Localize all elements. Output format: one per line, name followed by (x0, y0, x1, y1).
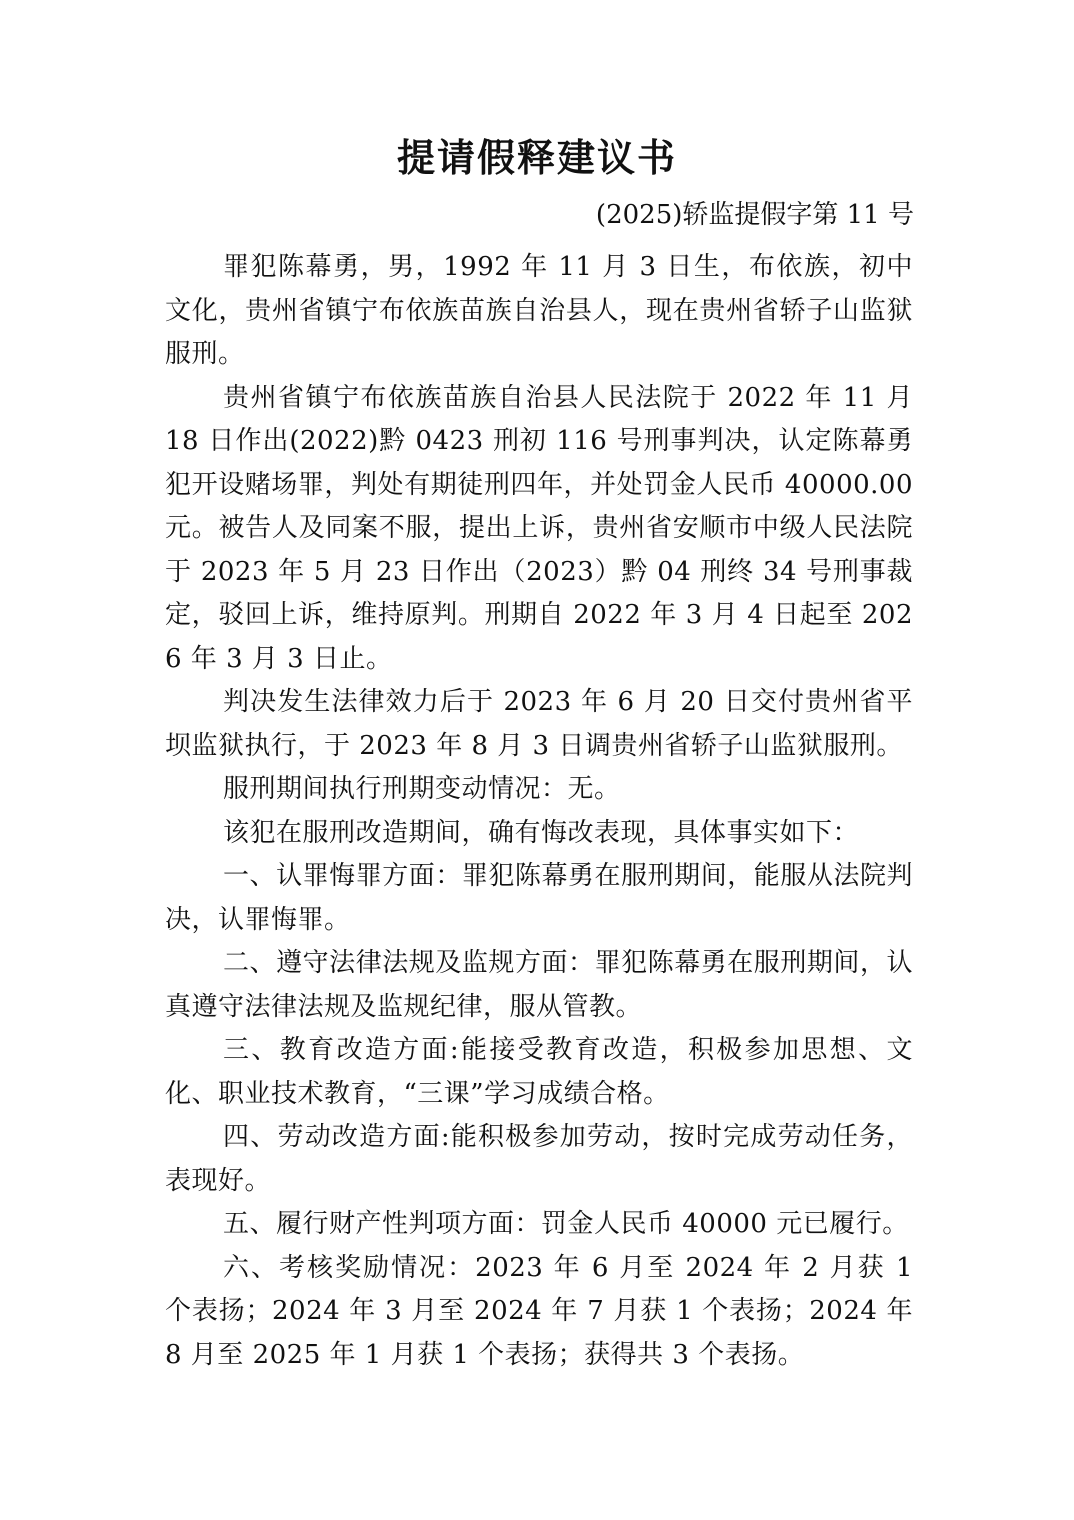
paragraph-item-1-guilt: 一、认罪悔罪方面：罪犯陈幕勇在服刑期间，能服从法院判决，认罪悔罪。 (165, 861, 913, 935)
document-number: (2025)轿监提假字第 11 号 (595, 200, 914, 230)
paragraph-sentence-change: 服刑期间执行刑期变动情况：无。 (223, 774, 621, 804)
paragraph-item-6-rewards: 六、考核奖励情况：2023 年 6 月至 2024 年 2 月获 1 个表扬；2024 年 3 月至 2024 年 7 月获 1 个表扬；2024 年 8 月至 2025 年 1 月获 1 个表扬；获得共 3 个表扬。 (165, 1252, 913, 1370)
paragraph-item-4-labor: 四、劳动改造方面:能积极参加劳动，按时完成劳动任务，表现好。 (165, 1122, 913, 1196)
paragraph-judgment: 贵州省镇宁布依族苗族自治县人民法院于 2022 年 11 月 18 日作出(2022)黔 0423 刑初 116 号刑事判决，认定陈幕勇犯开设赌场罪，判处有期徒刑四年，并处罚金人民币 40000.00 元。被告人及同案不服，提出上诉，贵州省安顺市中级人民法院于 2023 年 5 月 23 日作出（2023）黔 04 刑终 34 号刑事裁定，驳回上诉，维持原判。刑期自 2022 年 3 月 4 日起至 2026 年 3 月 3 日止。 (165, 382, 913, 674)
paragraph-item-2-law-compliance: 二、遵守法律法规及监规方面：罪犯陈幕勇在服刑期间，认真遵守法律法规及监规纪律，服从管教。 (165, 948, 913, 1022)
paragraph-item-3-education: 三、教育改造方面:能接受教育改造，积极参加思想、文化、职业技术教育，“三课”学习成绩合格。 (165, 1035, 913, 1109)
paragraph-personal-info: 罪犯陈幕勇，男，1992 年 11 月 3 日生，布依族，初中文化，贵州省镇宁布依族苗族自治县人，现在贵州省轿子山监狱服刑。 (165, 252, 913, 369)
document-title: 提请假释建议书 (396, 135, 677, 180)
paragraph-item-5-property: 五、履行财产性判项方面：罚金人民币 40000 元已履行。 (223, 1209, 909, 1239)
paragraph-execution: 判决发生法律效力后于 2023 年 6 月 20 日交付贵州省平坝监狱执行，于 2023 年 8 月 3 日调贵州省轿子山监狱服刑。 (165, 687, 913, 761)
document-body (165, 246, 913, 1377)
paragraph-repentance-intro: 该犯在服刑改造期间，确有悔改表现，具体事实如下： (223, 817, 860, 848)
